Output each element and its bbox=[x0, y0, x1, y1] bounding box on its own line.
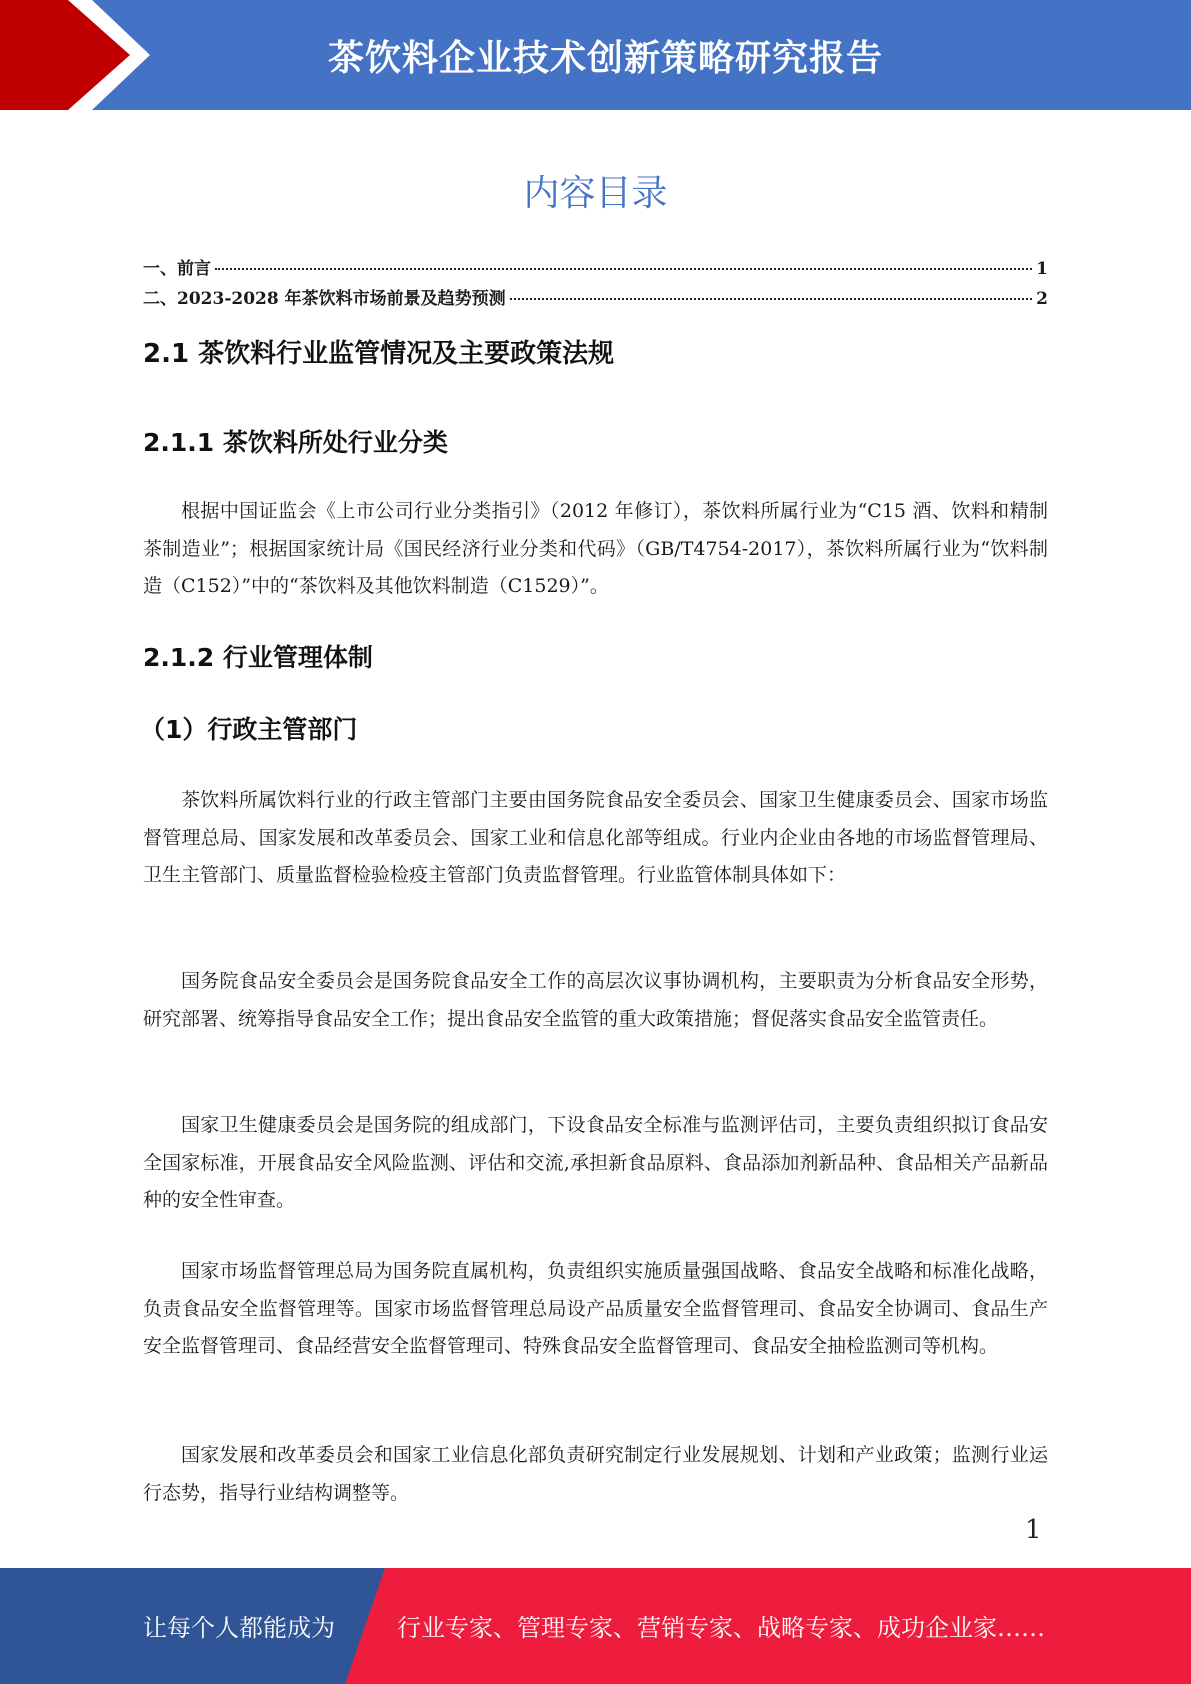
page-number: 1 bbox=[1025, 1515, 1042, 1545]
paragraph: 国家发展和改革委员会和国家工业信息化部负责研究制定行业发展规划、计划和产业政策；监测行业运行态势，指导行业结构调整等。 bbox=[143, 1444, 1048, 1504]
toc-leader-dots bbox=[215, 268, 1032, 270]
toc-heading: 内容目录 bbox=[523, 173, 668, 214]
toc-item[interactable] bbox=[143, 254, 1048, 284]
header-banner bbox=[0, 0, 1191, 110]
toc-leader-dots bbox=[510, 298, 1033, 300]
paragraph: 国家市场监督管理总局为国务院直属机构，负责组织实施质量强国战略、食品安全战略和标准化战略，负责食品安全监督管理等。国家市场监督管理总局设产品质量安全监督管理司、食品安全协调司、食品生产安全监督管理司、食品经营安全监督管理司、特殊食品安全监督管理司、食品安全抽检监测司等机构。 bbox=[143, 1260, 1048, 1357]
paragraph: 茶饮料所属饮料行业的行政主管部门主要由国务院食品安全委员会、国家卫生健康委员会、国家市场监督管理总局、国家发展和改革委员会、国家工业和信息化部等组成。行业内企业由各地的市场监督管理局、卫生主管部门、质量监督检验检疫主管部门负责监督管理。行业监管体制具体如下： bbox=[143, 789, 1048, 886]
footer-slogan-left: 让每个人都能成为 bbox=[143, 1614, 335, 1642]
toc-item-label: 一、前言 bbox=[143, 259, 211, 279]
section-heading-admin: （1）行政主管部门 bbox=[140, 715, 358, 744]
section-heading-2-1: 2.1 茶饮料行业监管情况及主要政策法规 bbox=[143, 339, 615, 369]
footer-banner bbox=[0, 1568, 1191, 1684]
toc-item-page: 2 bbox=[1036, 289, 1048, 309]
paragraph: 国家卫生健康委员会是国务院的组成部门，下设食品安全标准与监测评估司，主要负责组织拟订食品安全国家标准，开展食品安全风险监测、评估和交流,承担新食品原料、食品添加剂新品种、食品相关产品新品种的安全性审查。 bbox=[143, 1114, 1048, 1211]
report-title: 茶饮料企业技术创新策略研究报告 bbox=[327, 38, 883, 79]
table-of-contents bbox=[143, 254, 1048, 314]
footer-slogan-right: 行业专家、管理专家、营销专家、战略专家、成功企业家…… bbox=[397, 1614, 1045, 1642]
section-heading-2-1-1: 2.1.1 茶饮料所处行业分类 bbox=[143, 428, 448, 457]
section-heading-2-1-2: 2.1.2 行业管理体制 bbox=[143, 643, 373, 672]
toc-item-page: 1 bbox=[1036, 259, 1048, 279]
paragraph: 国务院食品安全委员会是国务院食品安全工作的高层次议事协调机构，主要职责为分析食品安全形势，研究部署、统筹指导食品安全工作；提出食品安全监管的重大政策措施；督促落实食品安全监管责任。 bbox=[143, 970, 1048, 1030]
paragraph: 根据中国证监会《上市公司行业分类指引》（2012 年修订），茶饮料所属行业为“C15 酒、饮料和精制茶制造业”；根据国家统计局《国民经济行业分类和代码》（GB/T4754-2017），茶饮料所属行业为“饮料制造（C152）”中的“茶饮料及其他饮料制造（C1529）”。 bbox=[143, 500, 1048, 597]
toc-item[interactable] bbox=[143, 284, 1048, 314]
toc-item-label: 二、2023-2028 年茶饮料市场前景及趋势预测 bbox=[143, 289, 506, 309]
